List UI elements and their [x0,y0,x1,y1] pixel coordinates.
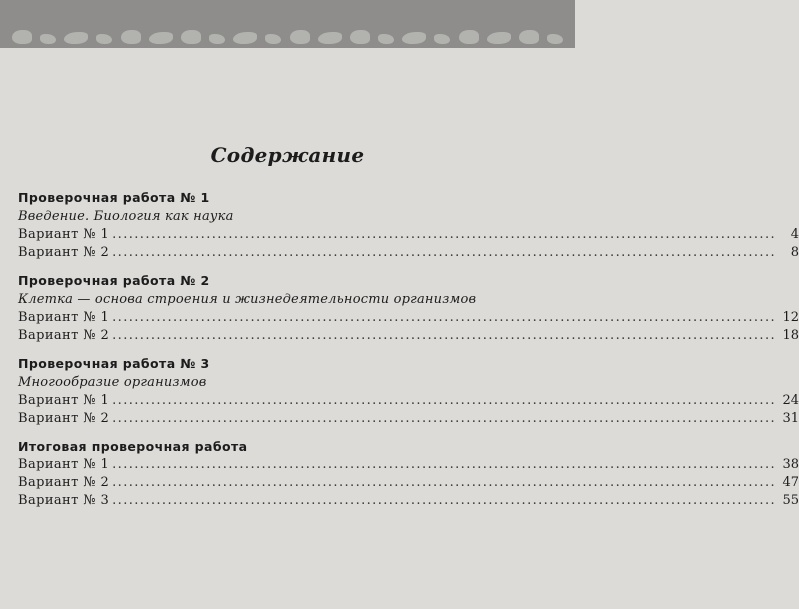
animal-silhouette-icon [318,32,342,44]
page-number: 8 [790,245,799,260]
page-number: 24 [782,393,799,408]
animal-silhouette-icon [290,30,310,44]
page-title: Содержание [210,143,365,167]
dot-leader: ........................................................................................................................ [112,328,777,343]
animal-silhouette-icon [96,34,112,44]
entry-label: Вариант № 2 [18,245,110,260]
dot-leader: ........................................................................................................................ [112,310,777,325]
page-number: 12 [782,310,799,325]
animal-silhouette-icon [378,34,394,44]
toc-section-2 [18,271,799,345]
section-title: Проверочная работа № 1 [18,190,210,205]
page-number: 38 [782,457,799,472]
header-band [0,0,575,48]
animal-silhouette-icon [402,32,426,44]
animal-silhouette-icon [149,32,173,44]
entry-label: Вариант № 1 [18,393,110,408]
section-subtitle: Введение. Биология как наука [18,209,234,224]
toc-entry[interactable] [18,244,799,262]
entry-label: Вариант № 1 [18,457,110,472]
page-number: 18 [782,328,799,343]
toc-entry[interactable] [18,474,799,492]
page-number: 47 [782,475,799,490]
animal-silhouette-icon [265,34,281,44]
toc-entry[interactable] [18,392,799,410]
animal-silhouette-icon [12,30,32,44]
toc-entry[interactable] [18,226,799,244]
dot-leader: ........................................................................................................................ [112,245,777,260]
dot-leader: ........................................................................................................................ [112,411,777,426]
animal-silhouette-icon [40,34,56,44]
entry-label: Вариант № 3 [18,493,110,508]
page-number: 31 [782,411,799,426]
animal-silhouette-icon [209,34,225,44]
animal-silhouettes-decoration [12,26,563,44]
animal-silhouette-icon [487,32,511,44]
animal-silhouette-icon [519,30,539,44]
section-subtitle: Многообразие организмов [18,375,207,390]
dot-leader: ........................................................................................................................ [112,227,777,242]
entry-label: Вариант № 2 [18,475,110,490]
toc-section-1 [18,188,799,262]
toc-section-3 [18,354,799,428]
toc-entry[interactable] [18,492,799,510]
animal-silhouette-icon [350,30,370,44]
entry-label: Вариант № 1 [18,310,110,325]
animal-silhouette-icon [233,32,257,44]
toc-entry[interactable] [18,410,799,428]
section-title: Итоговая проверочная работа [18,439,248,454]
section-title: Проверочная работа № 2 [18,273,210,288]
section-subtitle: Клетка — основа строения и жизнедеятельности организмов [18,292,477,307]
section-title: Проверочная работа № 3 [18,356,210,371]
animal-silhouette-icon [434,34,450,44]
animal-silhouette-icon [547,34,563,44]
animal-silhouette-icon [121,30,141,44]
animal-silhouette-icon [181,30,201,44]
animal-silhouette-icon [459,30,479,44]
page-number: 4 [790,227,799,242]
toc-entry[interactable] [18,456,799,474]
entry-label: Вариант № 1 [18,227,110,242]
table-of-contents [18,188,799,519]
dot-leader: ........................................................................................................................ [112,475,777,490]
dot-leader: ........................................................................................................................ [112,457,777,472]
entry-label: Вариант № 2 [18,411,110,426]
page-number: 55 [782,493,799,508]
dot-leader: ........................................................................................................................ [112,493,777,508]
toc-entry[interactable] [18,309,799,327]
animal-silhouette-icon [64,32,88,44]
dot-leader: ........................................................................................................................ [112,393,777,408]
entry-label: Вариант № 2 [18,328,110,343]
toc-entry[interactable] [18,327,799,345]
toc-section-final [18,437,799,510]
